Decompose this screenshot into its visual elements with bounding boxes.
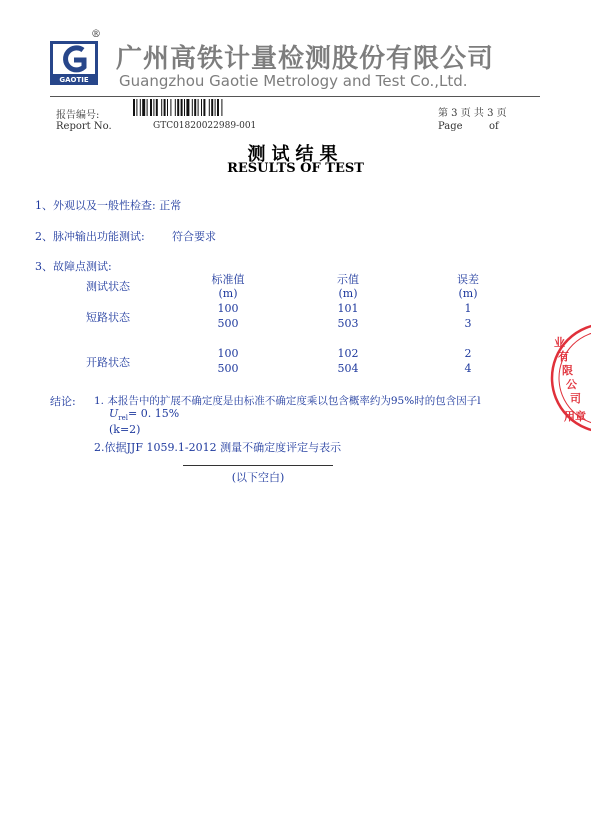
urel-symbol: U [109,407,119,420]
table-cell: 101 [337,302,359,315]
page-indicator-cn: 第 3 页 共 3 页 [438,108,507,119]
table-unit-indicated: (m) [338,287,358,300]
table-cell: 3 [464,317,472,330]
table-cell: 500 [217,317,239,330]
table-unit-standard: (m) [218,287,238,300]
table-state-open: 开路状态 [86,356,130,369]
table-cell: 2 [464,347,472,360]
logo-text: GAOTIE [59,76,89,84]
conclusion-basis: 2.依据JJF 1059.1-2012 测量不确定度评定与表示 [94,441,342,454]
table-cell: 100 [217,302,239,315]
table-cell: 503 [337,317,359,330]
table-cell: 500 [217,362,239,375]
table-cell: 102 [337,347,359,360]
table-header-standard: 标准值 [211,273,245,286]
page-label-en: Page [438,121,463,132]
report-barcode [133,99,255,116]
item-pulse-output-label: 2、脉冲输出功能测试: [35,230,145,243]
urel-value: = 0. 15% [128,407,180,420]
item-appearance-check: 1、外观以及一般性检查: 正常 [35,199,182,212]
table-cell: 1 [464,302,472,315]
urel-subscript: rel [118,414,129,423]
registered-mark: ® [91,29,101,40]
company-name-en: Guangzhou Gaotie Metrology and Test Co.,Ltd. [119,72,468,90]
results-title-cn: 测试结果 [247,144,344,165]
item-fault-point-test: 3、故障点测试: [35,260,112,273]
company-seal [548,320,591,436]
svg-text:业有限 公司用章: 业有限 公司用章 [554,336,586,423]
table-header-error: 误差 [457,273,479,286]
conclusion-k-factor: (k=2) [109,423,141,436]
table-state-short: 短路状态 [86,311,130,324]
table-cell: 100 [217,347,239,360]
report-no-value: GTC01820022989-001 [153,121,257,131]
table-unit-error: (m) [458,287,478,300]
report-no-label-en: Report No. [56,121,112,132]
item-pulse-output-result: 符合要求 [172,230,216,243]
report-no-label-cn: 报告编号: [56,110,100,121]
conclusion-uncertainty-note: 1. 本报告中的扩展不确定度是由标准不确定度乘以包含概率约为95%时的包含因子l [94,395,481,407]
company-logo [50,41,98,85]
conclusion-urel [109,407,179,422]
header-divider [50,96,540,97]
page-of-en: of [489,121,499,132]
table-cell: 504 [337,362,359,375]
conclusion-label: 结论: [50,395,76,408]
table-cell: 4 [464,362,472,375]
results-title-en: RESULTS OF TEST [227,161,364,176]
company-name-cn: 广州高铁计量检测股份有限公司 [116,44,495,74]
blank-below-note: (以下空白) [231,471,285,484]
table-header-indicated: 示值 [337,273,359,286]
table-header-state: 测试状态 [86,280,130,293]
end-divider [183,465,333,466]
